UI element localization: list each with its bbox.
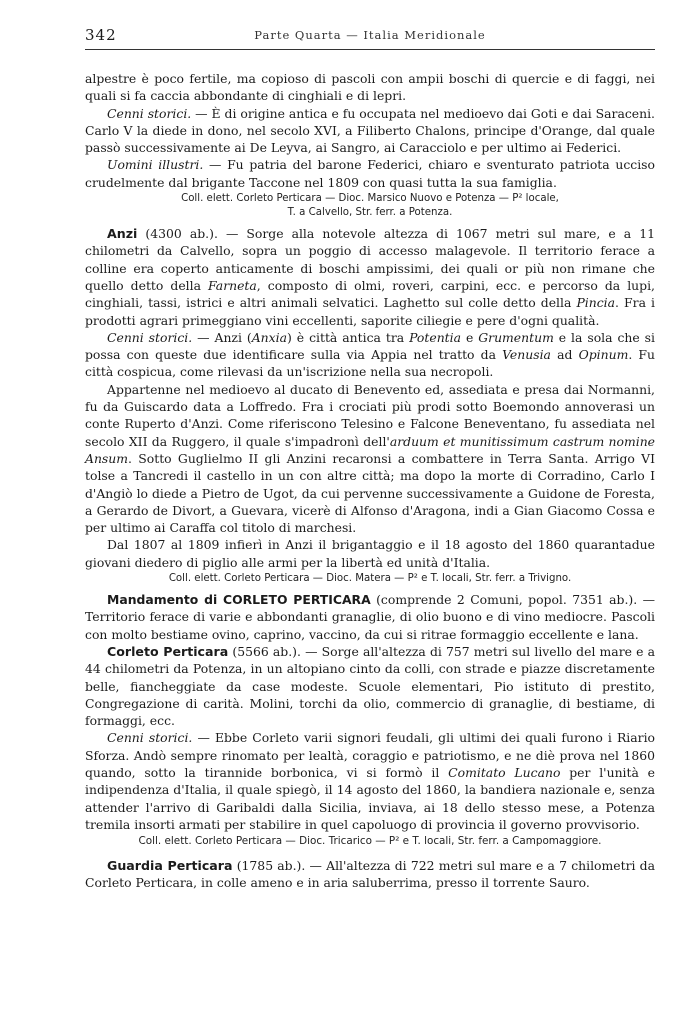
entry-title: Corleto Perticara bbox=[107, 643, 229, 659]
entry-title: Anzi bbox=[107, 226, 138, 242]
running-head bbox=[85, 26, 655, 44]
running-title: Parte Quarta — Italia Meridionale bbox=[254, 28, 486, 42]
footnote-collegio: Coll. elett. Corleto Perticara — Dioc. Tricarico — P² e T. locali, Str. ferr. a Campomaggiore. bbox=[138, 835, 602, 848]
entry-title: Mandamento di CORLETO PERTICARA bbox=[107, 592, 371, 608]
paragraph-cenni-storici: Cenni storici. — È di origine antica e fu occupata nel medioevo dai Goti e dai Saraceni. Carlo V la diede in dono, nel secolo XVI, a Filiberto Chalons, principe d'Orange, dal quale passò successivamente ai De Leyva, ai Sangro, ai Caracciolo e per ultimo ai Federici. bbox=[85, 105, 655, 156]
footnote-collegio: Coll. elett. Corleto Perticara — Dioc. Marsico Nuovo e Potenza — P² locale, T. a Calvello, Str. ferr. a Potenza. bbox=[181, 193, 559, 219]
page-number: 342 bbox=[85, 26, 117, 44]
body-text bbox=[85, 70, 655, 892]
entry-mandamento: Mandamento di CORLETO PERTICARA (comprende 2 Comuni, popol. 7351 ab.). — Territorio ferace di varie e abbondanti granaglie, di olio buono e di vino mediocre. Pascoli con molto bestiame ovino, caprino, vaccino, da cui si ritrae formaggio eccellente e lana. bbox=[85, 592, 655, 642]
section-label: Uomini illustri. bbox=[107, 157, 204, 173]
entry-title: Guardia Perticara bbox=[107, 858, 233, 874]
footnote-collegio: Coll. elett. Corleto Perticara — Dioc. Matera — P² e T. locali, Str. ferr. a Trivigno. bbox=[168, 573, 572, 585]
paragraph-cenni-storici-anzi: Cenni storici. — Anzi (Anxia) è città antica tra Potentia e Grumentum e la sola che si possa con queste due identificare sulla via Appia nel tratto da Venusia ad Opinum. Fu città cospicua, come rilevasi da un'iscrizione nella sua necropoli. bbox=[85, 329, 655, 380]
entry-anzi: Anzi (4300 ab.). — Sorge alla notevole altezza di 1067 metri sul mare, e a 11 chilometri da Calvello, sopra un poggio di accesso malagevole. Il territorio ferace a colline era coperto anticamente di boschi ampissimi, dei quali or più non rimane che quello detto della Farneta, composto di olmi, roveri, carpini, ecc. e percorso da lupi, cinghiali, tassi, istrici e altri animali selvatici. Laghetto sul colle detto della Pincia. Fra i prodotti agrari primeggiano vini eccellenti, saporite ciliegie e pere d'ogni qualità. bbox=[85, 226, 656, 328]
paragraph-medioevo: Appartenne nel medioevo al ducato di Benevento ed, assediata e presa dai Normanni, fu da Guiscardo data a Loffredo. Fra i crociati più prodi sotto Boemondo annoverasi un conte Ruperto d'Anzi. Come riferiscono Telesino e Falcone Beneventano, fu assediata nel secolo XII da Ruggero, il quale s'impadronì dell'arduum et munitissimum castrum nomine Ansum. Sotto Guglielmo II gli Anzini recaronsi a combattere in Terra Santa. Arrigo VI tolse a Tancredi il castello in un con altre città; ma dopo la morte di Corradino, Carlo I d'Angiò lo diede a Pietro de Ugot, da cui pervenne successivamente a Guidone de Foresta, a Gerardo de Divort, a Guevara, vicerè di Alfonso d'Aragona, indi a Gian Giacomo Cossa e per ultimo ai Caraffa col titolo di marchesi. bbox=[85, 381, 656, 536]
paragraph-continuation: alpestre è poco fertile, ma copioso di pascoli con ampii boschi di quercie e di faggi, nei quali si fa caccia abbondante di cinghiali e di lepri. bbox=[85, 71, 655, 104]
header-rule bbox=[85, 49, 655, 50]
section-label: Cenni storici. bbox=[107, 329, 193, 345]
entry-corleto: Corleto Perticara (5566 ab.). — Sorge all'altezza di 757 metri sul livello del mare e a 44 chilometri da Potenza, in un altopiano cinto da colli, con strade e piazze discretamente belle, fiancheggiate da case modeste. Scuole elementari, Pio istituto di prestito, Congregazione di carità. Molini, torchi da olio, commercio di granaglie, di bestiame, di formaggi, ecc. bbox=[85, 643, 655, 729]
paragraph-cenni-storici-corleto: Cenni storici. — Ebbe Corleto varii signori feudali, gli ultimi dei quali furono i Riario Sforza. Andò sempre rinomato per lealtà, coraggio e patriotismo, e ne diè prova nel 1860 quando, sotto la tirannide borbonica, vi si formò il Comitato Lucano per l'unità e indipendenza d'Italia, il quale spiegò, il 14 agosto del 1860, la bandiera nazionale e, senza attender l'arrivo di Garibaldi dalla Sicilia, inviava, ai 18 dello stesso mese, a Potenza tremila insorti armati per stabilire in quel capoluogo di provincia il governo provvisorio. bbox=[85, 730, 656, 832]
paragraph-brigantaggio: Dal 1807 al 1809 infierì in Anzi il brigantaggio e il 18 agosto del 1860 quarantadue giovani diedero di piglio alle armi per la libertà ed unità d'Italia. bbox=[85, 537, 655, 570]
entry-guardia: Guardia Perticara (1785 ab.). — All'altezza di 722 metri sul mare e a 7 chilometri da Corleto Perticara, in colle ameno e in aria saluberrima, presso il torrente Sauro. bbox=[85, 858, 655, 891]
paragraph-uomini-illustri: Uomini illustri. — Fu patria del barone Federici, chiaro e sventurato patriota ucciso crudelmente dal brigante Taccone nel 1809 con quasi tutta la sua famiglia. bbox=[85, 157, 655, 190]
section-label: Cenni storici. bbox=[107, 730, 193, 746]
section-label: Cenni storici. bbox=[107, 105, 192, 121]
